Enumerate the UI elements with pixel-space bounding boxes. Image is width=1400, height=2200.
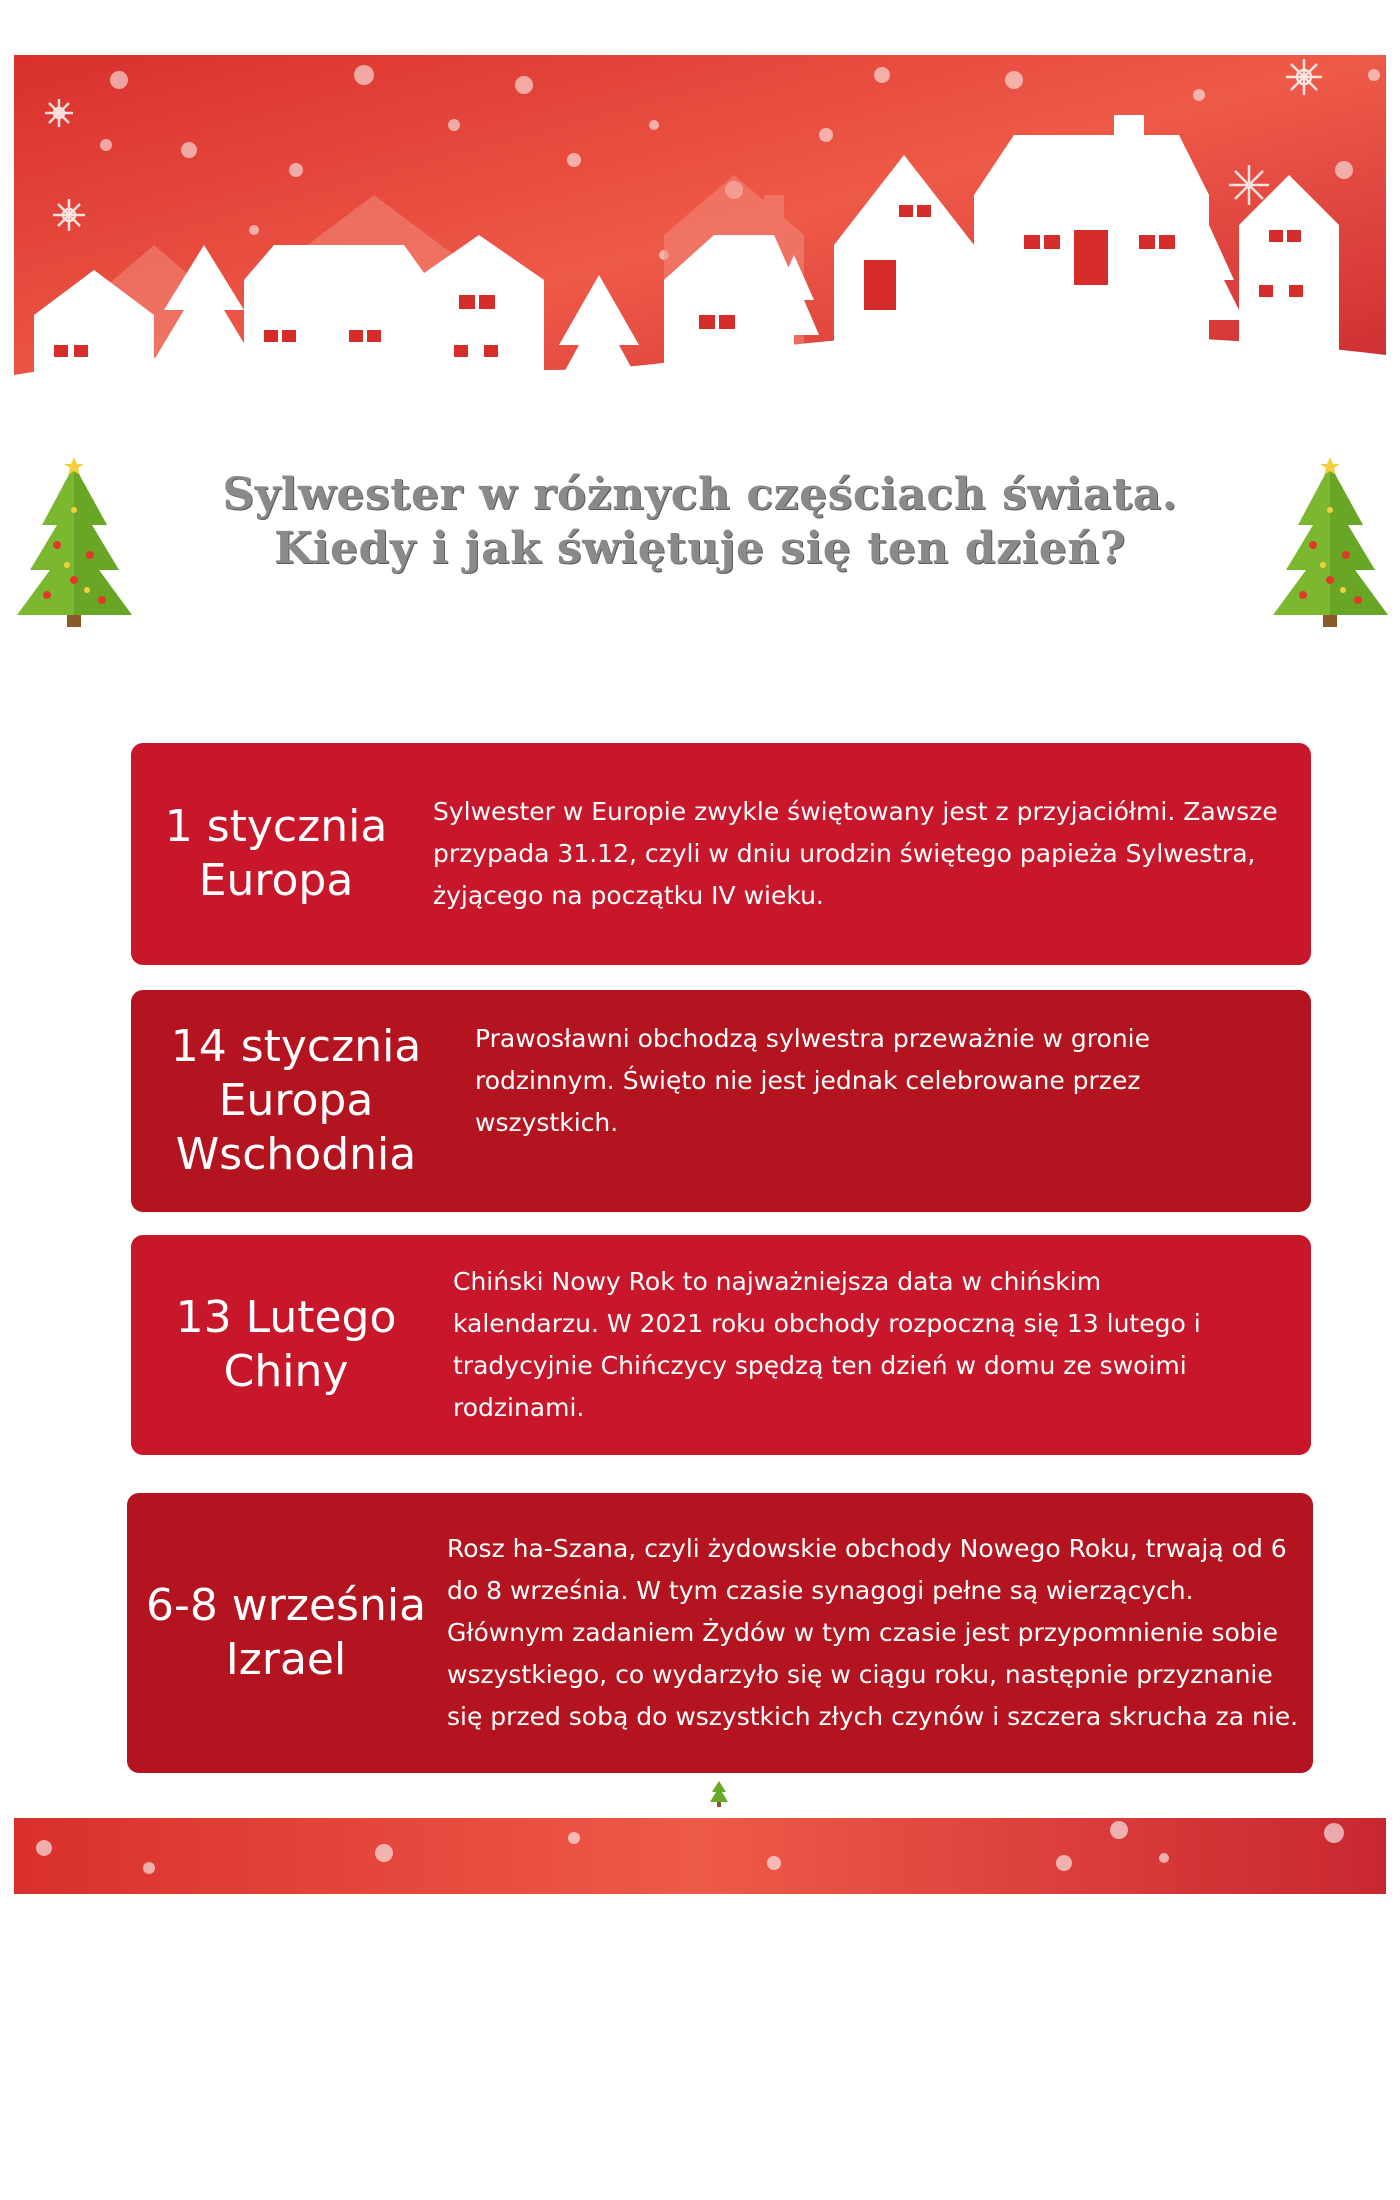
card-region: Izrael — [225, 1634, 347, 1685]
card-heading — [131, 1291, 441, 1399]
card-region: Europa — [218, 1075, 374, 1126]
info-card-eastern-europe — [131, 990, 1311, 1212]
card-region: Chiny — [223, 1346, 349, 1397]
snowy-red-banner-icon — [14, 1818, 1386, 1894]
christmas-village-banner-icon — [14, 55, 1386, 425]
title-line-1: Sylwester w różnych częściach świata. — [222, 469, 1178, 520]
card-description: Chiński Nowy Rok to najważniejsza data w chińskim kalendarzu. W 2021 roku obchody rozpoczną się 13 lutego i tradycyjnie Chińczycy spędzą ten dzień w domu ze swoimi rodzinami. — [453, 1267, 1201, 1422]
info-card-china — [131, 1235, 1311, 1455]
info-card-europe — [131, 743, 1311, 965]
card-description: Prawosławni obchodzą sylwestra przeważnie w gronie rodzinnym. Święto nie jest jednak celebrowane przez wszystkich. — [475, 1024, 1150, 1137]
card-description: Rosz ha-Szana, czyli żydowskie obchody Nowego Roku, trwają od 6 do 8 września. W tym czasie synagogi pełne są wierzących. Głównym zadaniem Żydów w tym czasie jest przypomnienie sobie wszystkiego, co wydarzyło się w ciągu roku, następnie przyznanie się przed sobą do wszystkich złych czynów i szczera skrucha za nie. — [447, 1534, 1299, 1731]
card-date: 6-8 września — [145, 1580, 427, 1631]
bottom-banner — [14, 1818, 1386, 1894]
small-tree-icon — [708, 1780, 730, 1808]
page-title — [150, 468, 1250, 576]
title-line-2: Kiedy i jak świętuje się ten dzień? — [274, 523, 1126, 574]
card-heading — [131, 1020, 461, 1182]
card-description: Sylwester w Europie zwykle świętowany jest z przyjaciółmi. Zawsze przypada 31.12, czyli w dniu urodzin świętego papieża Sylwestra, żyjącego na początku IV wieku. — [433, 797, 1278, 910]
card-heading — [131, 800, 421, 908]
card-region-line-2: Wschodnia — [175, 1129, 417, 1180]
christmas-tree-icon — [1268, 455, 1393, 630]
card-heading — [127, 1579, 445, 1687]
card-date: 1 stycznia — [164, 801, 388, 852]
info-card-israel — [127, 1493, 1313, 1773]
card-date: 13 Lutego — [175, 1292, 397, 1343]
top-banner — [14, 55, 1386, 425]
card-date: 14 stycznia — [170, 1021, 422, 1072]
card-region: Europa — [198, 855, 354, 906]
christmas-tree-icon — [12, 455, 137, 630]
